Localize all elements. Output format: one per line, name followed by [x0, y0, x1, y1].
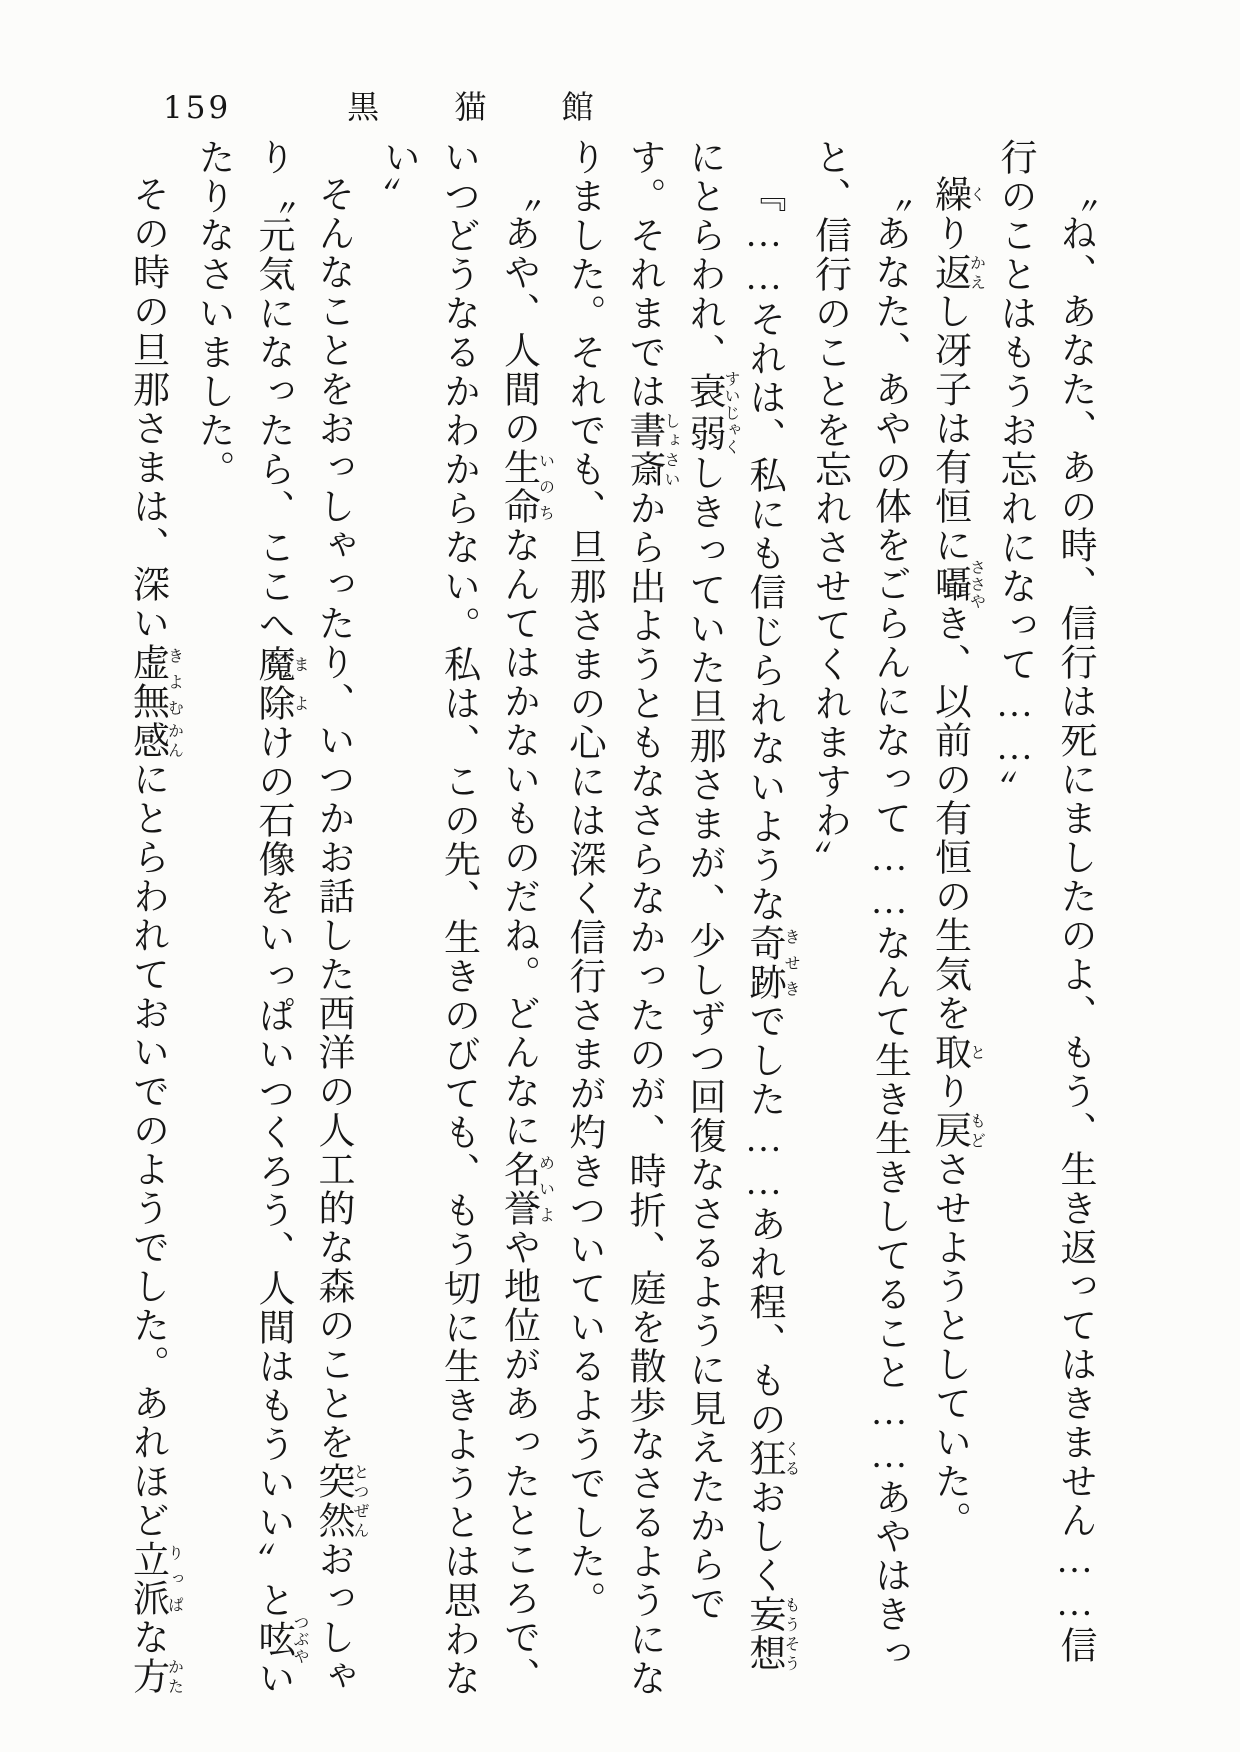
furigana-ruby: 方かた: [126, 1657, 183, 1696]
paragraph-3: 〝あなた、あやの体をごらんになって……なんて生き生きしてること……あやはきっと、信行のことを忘れさせてくれますわ〟: [808, 138, 910, 1673]
paragraph-2: 繰くり返かえし冴子は有恒に囁ささやき、以前の有恒の生気を取とり戻もどさせようとしていた。: [928, 175, 985, 1540]
furigana-ruby: 奇跡きせき: [743, 924, 799, 1002]
furigana-ruby: 魔除まよ: [252, 645, 308, 723]
paragraph-4: 『……それは、私にも信じられないような奇跡きせきでした……あれ程、もの狂くるおしく妄想もうそうにとらわれ、衰弱すいじゃくしきっていた旦那さまが、少しずつ回復なさるように見えたからです。それまでは書斎しょさいから出ようともなさらなかったのが、時折、庭を散歩なさるようになりました。それでも、旦那さまの心には深く信行さまが灼きついているようでした。: [563, 138, 799, 1698]
paragraph-5: 〝あや、人間の生命いのちなんてはかないものだね。どんなに名誉めいよや地位があったところで、いつどうなるかわからない。私は、この先、生きのびても、もう切に生きようとは思わない〟: [377, 138, 554, 1698]
furigana-ruby: 返かえ: [928, 253, 985, 292]
furigana-ruby: 戻もど: [928, 1111, 985, 1150]
vertical-text-block: [117, 138, 1105, 1698]
paragraph-6: そんなことをおっしゃったり、いつかお話した西洋の人工的な森のことを突然とつぜんおっしゃり〝元気になったら、ここへ魔除まよけの石像をいっぱいつくろう、人間はもういい〟と呟つぶやいたりなさいました。: [192, 138, 368, 1698]
page-header: [163, 82, 669, 128]
furigana-ruby: 立派りっぱ: [126, 1540, 183, 1618]
furigana-ruby: 妄想もうそう: [743, 1595, 799, 1673]
furigana-ruby: 衰弱すいじゃく: [683, 370, 739, 456]
furigana-ruby: 生命いのち: [497, 448, 554, 526]
furigana-ruby: 取と: [928, 1033, 985, 1072]
furigana-ruby: 感かん: [126, 721, 183, 760]
paragraph-1: 〝ね、あなた、あの時、信行は死にましたのよ、もう、生き返ってはきません……信行のことはもうお忘れになって……〟: [994, 138, 1095, 1665]
furigana-ruby: 狂くる: [743, 1439, 799, 1478]
furigana-ruby: 囁ささや: [928, 559, 985, 610]
furigana-ruby: 名誉めいよ: [497, 1150, 554, 1228]
furigana-ruby: 繰く: [928, 175, 985, 214]
paragraph-7: その時の旦那さまは、深い虚無きよむ感かんにとらわれておいでのようでした。あれほど立派りっぱな方かた: [126, 175, 183, 1696]
furigana-ruby: 虚無きよむ: [126, 643, 183, 721]
furigana-ruby: 書斎しょさい: [623, 411, 679, 489]
furigana-ruby: 呟つぶや: [252, 1614, 308, 1665]
running-title: 黒猫館: [347, 89, 669, 125]
furigana-ruby: 突然とつぜん: [312, 1462, 368, 1540]
page-number: 159: [163, 90, 232, 126]
